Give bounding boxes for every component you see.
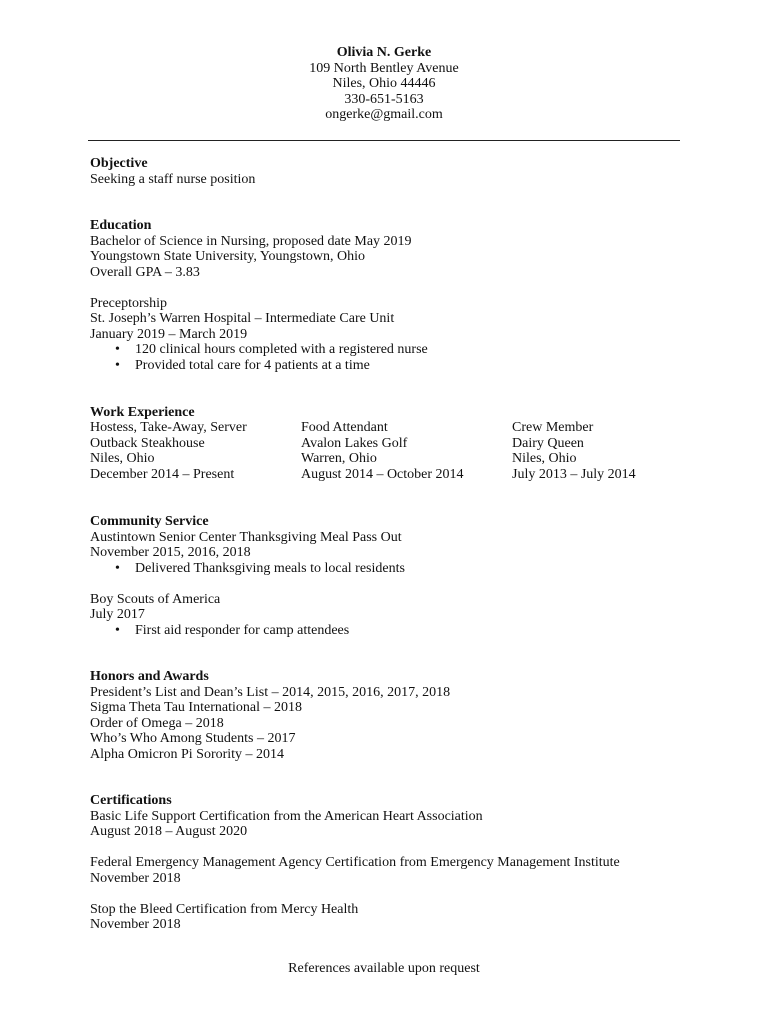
honor-item: Order of Omega – 2018 (90, 715, 224, 731)
job-role: Hostess, Take-Away, Server (90, 420, 247, 435)
certification-dates: November 2018 (90, 917, 181, 932)
certification-name: Stop the Bleed Certification from Mercy Health (90, 901, 359, 917)
section-title: Objective (90, 156, 148, 171)
job-location: Warren, Ohio (301, 451, 377, 466)
list-item: • 120 clinical hours completed with a registered nurse (135, 342, 428, 358)
preceptorship-title: Preceptorship (90, 295, 167, 311)
school: Youngstown State University, Youngstown, Ohio (90, 249, 365, 264)
list-item: • First aid responder for camp attendees (135, 623, 405, 639)
job-column-1 (90, 420, 247, 482)
objective-text: Seeking a staff nurse position (90, 171, 256, 187)
preceptorship-dates: January 2019 – March 2019 (90, 326, 248, 342)
objective-section (90, 156, 255, 187)
job-dates: December 2014 – Present (90, 466, 235, 482)
service-dates: November 2015, 2016, 2018 (90, 545, 251, 560)
section-title: Work Experience (90, 405, 195, 420)
list-item: • Delivered Thanksgiving meals to local residents (135, 561, 405, 577)
section-title: Certifications (90, 793, 172, 808)
honor-item: Alpha Omicron Pi Sorority – 2014 (90, 746, 285, 762)
job-employer: Avalon Lakes Golf (301, 435, 408, 451)
gpa: Overall GPA – 3.83 (90, 264, 200, 280)
applicant-name: Olivia N. Gerke (336, 45, 432, 60)
section-title: Honors and Awards (90, 669, 209, 684)
certifications-section (90, 793, 620, 933)
street-address: 109 North Bentley Avenue (309, 60, 459, 76)
service-dates: July 2017 (90, 607, 145, 622)
section-title: Education (90, 218, 152, 233)
list-item: • Provided total care for 4 patients at a time (135, 358, 428, 374)
job-dates: July 2013 – July 2014 (512, 466, 636, 482)
service-bullets (90, 623, 405, 639)
city-state-zip: Niles, Ohio 44446 (332, 76, 436, 91)
certification-dates: November 2018 (90, 870, 181, 886)
honor-item: President’s List and Dean’s List – 2014, 2015, 2016, 2017, 2018 (90, 684, 451, 700)
preceptorship-place: St. Joseph’s Warren Hospital – Intermediate Care Unit (90, 311, 395, 326)
certification-name: Basic Life Support Certification from the American Heart Association (90, 808, 483, 824)
education-section (90, 218, 428, 373)
preceptorship-bullets (90, 342, 428, 373)
job-location: Niles, Ohio (512, 451, 577, 466)
degree: Bachelor of Science in Nursing, proposed date May 2019 (90, 233, 412, 249)
service-name: Austintown Senior Center Thanksgiving Meal Pass Out (90, 529, 402, 545)
certification-name: Federal Emergency Management Agency Certification from Emergency Management Institute (90, 855, 620, 870)
email-address: ongerke@gmail.com (325, 107, 443, 122)
job-column-2 (301, 420, 464, 482)
job-employer: Outback Steakhouse (90, 435, 205, 451)
section-title: Community Service (90, 514, 209, 529)
work-section-title (90, 405, 195, 421)
job-column-3 (512, 420, 636, 482)
service-name: Boy Scouts of America (90, 591, 221, 607)
contact-header (0, 45, 768, 123)
honors-section (90, 669, 450, 762)
job-dates: August 2014 – October 2014 (301, 466, 464, 482)
community-section (90, 514, 405, 638)
references-note: References available upon request (288, 961, 480, 976)
job-role: Food Attendant (301, 420, 388, 435)
job-location: Niles, Ohio (90, 451, 155, 466)
service-bullets (90, 561, 405, 577)
phone-number: 330-651-5163 (344, 91, 424, 107)
job-role: Crew Member (512, 420, 594, 435)
honor-item: Who’s Who Among Students – 2017 (90, 731, 296, 746)
header-divider (88, 140, 680, 141)
certification-dates: August 2018 – August 2020 (90, 824, 248, 839)
honor-item: Sigma Theta Tau International – 2018 (90, 700, 302, 715)
job-employer: Dairy Queen (512, 435, 584, 451)
